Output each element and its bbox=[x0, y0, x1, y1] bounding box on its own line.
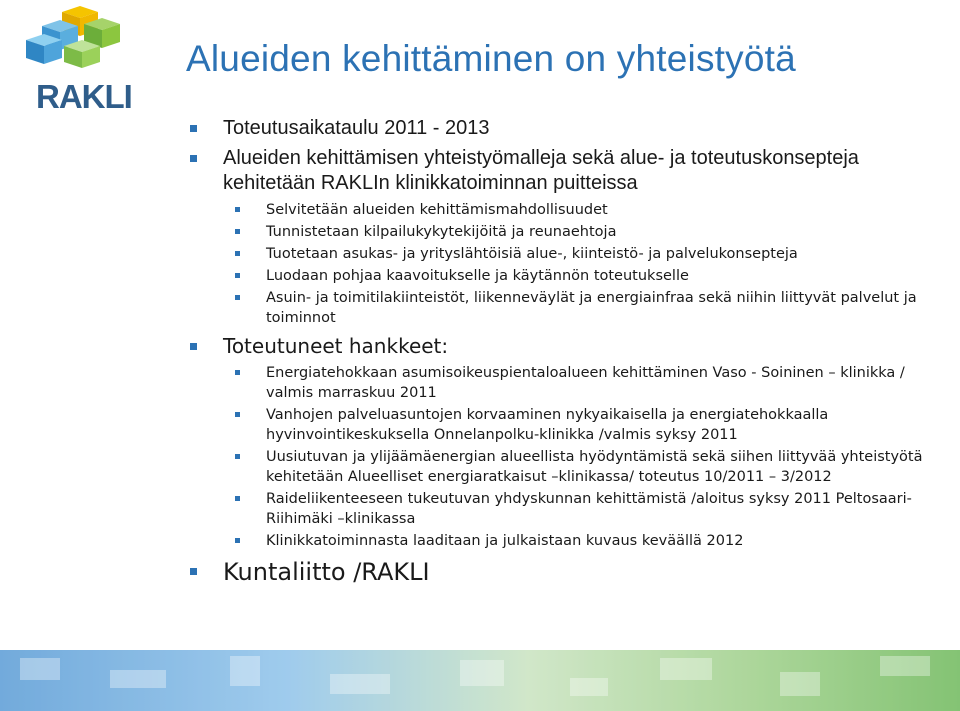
bullet-item bbox=[190, 334, 930, 359]
sub-bullet-item bbox=[190, 288, 930, 328]
bullet-item bbox=[190, 557, 930, 587]
sub-bullet-item bbox=[190, 244, 930, 264]
bullet-square-icon bbox=[190, 155, 197, 162]
bullet-item bbox=[190, 116, 930, 141]
sub-bullet-item bbox=[190, 200, 930, 220]
sub-bullet-text: Raideliikenteeseen tukeutuvan yhdyskunnan kehittämistä /aloitus syksy 2011 Peltosaari-Riihimäki –klinikassa bbox=[266, 491, 912, 527]
bullet-square-icon bbox=[190, 343, 197, 350]
sub-bullet-text: Selvitetään alueiden kehittämismahdollisuudet bbox=[266, 202, 608, 218]
sub-bullet-item bbox=[190, 266, 930, 286]
bullet-list bbox=[190, 116, 930, 587]
sub-bullet-square-icon bbox=[235, 496, 240, 501]
sub-bullet-item bbox=[190, 447, 930, 487]
sub-bullet-item bbox=[190, 489, 930, 529]
sub-bullet-text: Klinikkatoiminnasta laaditaan ja julkaistaan kuvaus keväällä 2012 bbox=[266, 533, 744, 549]
bullet-text: Kuntaliitto /RAKLI bbox=[223, 558, 430, 586]
sub-bullet-square-icon bbox=[235, 295, 240, 300]
sub-bullet-text: Energiatehokkaan asumisoikeuspientaloalueen kehittäminen Vaso - Soininen – klinikka / valmis marraskuu 2011 bbox=[266, 365, 905, 401]
bullet-text: Toteutusaikataulu 2011 - 2013 bbox=[223, 117, 490, 139]
sub-bullet-text: Uusiutuvan ja ylijäämäenergian alueellista hyödyntämistä sekä siihen liittyvää yhteistyötä kehitetään Alueelliset energiaratkaisut –klinikassa/ toteutus 10/2011 – 3/2012 bbox=[266, 449, 923, 485]
sub-bullet-text: Asuin- ja toimitilakiinteistöt, liikenneväylät ja energiainfraa sekä niihin liittyvät palvelut ja toiminnot bbox=[266, 290, 917, 326]
bullet-text: Alueiden kehittämisen yhteistyömalleja sekä alue- ja toteutuskonsepteja kehitetään RAKLIn klinikkatoiminnan puitteissa bbox=[223, 147, 859, 194]
logo-cubes-icon bbox=[22, 6, 134, 78]
sub-bullet-item bbox=[190, 405, 930, 445]
sub-bullet-text: Tuotetaan asukas- ja yrityslähtöisiä alue-, kiinteistö- ja palvelukonsepteja bbox=[266, 246, 798, 262]
logo-text: RAKLI bbox=[36, 78, 132, 115]
footer-pattern-icon bbox=[0, 650, 960, 711]
sub-bullet-text: Vanhojen palveluasuntojen korvaaminen nykyaikaisella ja energiatehokkaalla hyvinvointikeskuksella Onnelanpolku-klinikka /valmis syksy 2011 bbox=[266, 407, 829, 443]
sub-bullet-item bbox=[190, 531, 930, 551]
sub-bullet-square-icon bbox=[235, 273, 240, 278]
footer-decoration bbox=[0, 650, 960, 711]
sub-bullet-square-icon bbox=[235, 229, 240, 234]
sub-bullet-square-icon bbox=[235, 412, 240, 417]
sub-bullet-text: Luodaan pohjaa kaavoitukselle ja käytännön toteutukselle bbox=[266, 268, 689, 284]
rakli-logo bbox=[22, 6, 134, 115]
sub-bullet-square-icon bbox=[235, 207, 240, 212]
sub-bullet-square-icon bbox=[235, 538, 240, 543]
bullet-item bbox=[190, 146, 930, 196]
sub-bullet-item bbox=[190, 222, 930, 242]
bullet-square-icon bbox=[190, 568, 197, 575]
slide-title: Alueiden kehittäminen on yhteistyötä bbox=[186, 38, 796, 79]
sub-bullet-item bbox=[190, 363, 930, 403]
sub-bullet-square-icon bbox=[235, 251, 240, 256]
sub-bullet-square-icon bbox=[235, 454, 240, 459]
bullet-square-icon bbox=[190, 125, 197, 132]
bullet-text: Toteutuneet hankkeet: bbox=[223, 334, 449, 358]
sub-bullet-text: Tunnistetaan kilpailukykytekijöitä ja reunaehtoja bbox=[266, 224, 617, 240]
sub-bullet-square-icon bbox=[235, 370, 240, 375]
